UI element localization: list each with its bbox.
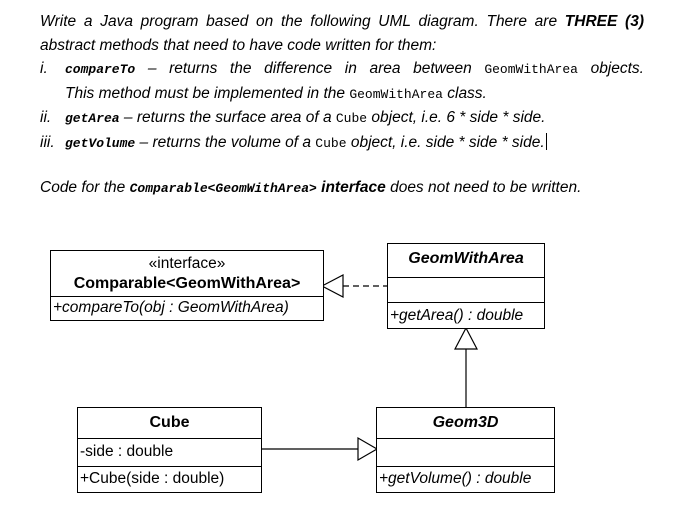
list-text: – returns the volume of a: [135, 133, 316, 151]
list-text: object, i.e. 6 * side * side.: [367, 109, 546, 126]
stereotype-label: «interface»: [148, 255, 226, 272]
instructions-line-2: abstract methods that need to have code written for them:: [40, 36, 437, 54]
class-comparable: [50, 250, 324, 321]
class-header: [377, 408, 554, 438]
list-number: ii.: [40, 109, 52, 126]
class-geomwitharea: [387, 243, 545, 329]
list-text: – returns the difference in area between: [135, 60, 485, 77]
list-text: – returns the surface area of a: [119, 109, 336, 126]
list-number: iii.: [40, 133, 55, 151]
method-cube-constructor: +Cube(side : double): [78, 466, 261, 492]
class-header: [51, 251, 323, 296]
attributes-section: [388, 277, 544, 302]
class-cube: [77, 407, 262, 493]
instructions-bold-count: THREE (3): [564, 13, 644, 30]
class-name: Geom3D: [432, 414, 499, 431]
instructions-text: Write a Java program based on the following UML diagram. There are: [40, 13, 565, 30]
footer-bold: interface: [316, 179, 386, 196]
code-ref: GeomWithArea: [484, 62, 578, 77]
code-ref: Cube: [335, 111, 368, 126]
inheritance-arrowhead-geom3d: [358, 438, 377, 460]
list-text: objects.: [577, 60, 644, 77]
footer-text: Code for the: [40, 179, 130, 196]
class-geom3d: [376, 407, 555, 493]
method-name: getVolume: [65, 135, 136, 151]
attributes-section: [377, 438, 554, 466]
method-compareto: +compareTo(obj : GeomWithArea): [51, 296, 323, 320]
code-ref: Cube: [315, 135, 347, 151]
attribute-side: -side : double: [78, 438, 261, 466]
class-name: Cube: [149, 414, 190, 431]
method-getvolume: +getVolume() : double: [377, 466, 554, 492]
realization-arrowhead: [322, 275, 343, 297]
method-name: compareTo: [65, 62, 136, 77]
method-getarea: +getArea() : double: [388, 302, 544, 328]
class-header: [388, 244, 544, 277]
footer-text: does not need to be written.: [385, 179, 582, 196]
list-text: object, i.e. side * side * side.: [346, 133, 545, 151]
code-ref: Comparable<GeomWithArea>: [129, 181, 317, 196]
class-name: Comparable<GeomWithArea>: [73, 275, 301, 292]
method-name: getArea: [65, 111, 120, 126]
code-ref: GeomWithArea: [349, 86, 443, 102]
list-number: i.: [40, 60, 48, 77]
class-name: GeomWithArea: [408, 250, 524, 267]
class-header: [78, 408, 261, 438]
list-text: class.: [442, 84, 487, 102]
inheritance-arrowhead-geomwitharea: [455, 328, 477, 349]
list-text: This method must be implemented in the: [65, 84, 350, 102]
